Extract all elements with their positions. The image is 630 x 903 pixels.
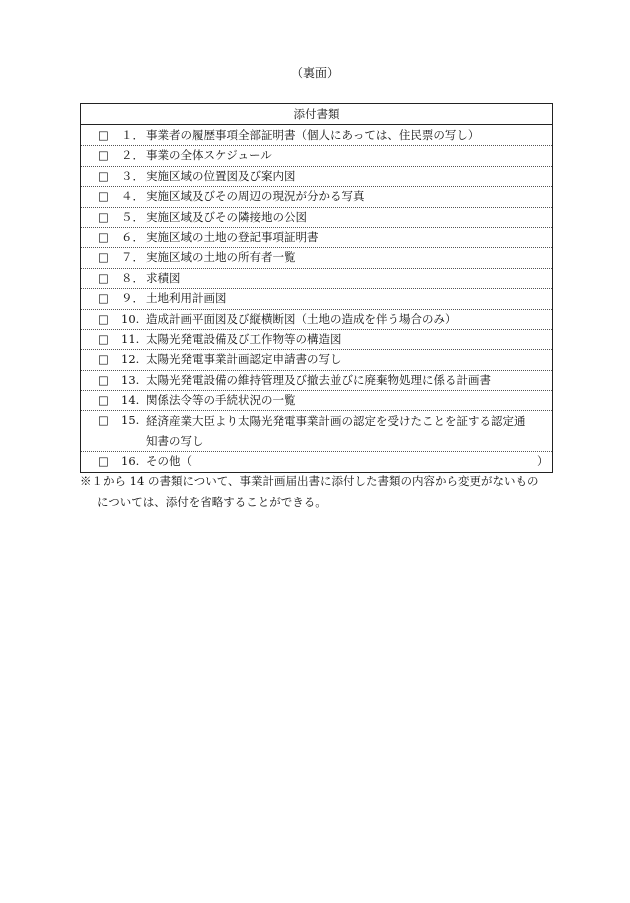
table-row xyxy=(81,186,552,206)
close-paren: ） xyxy=(537,454,549,469)
item-number: 10. xyxy=(121,311,140,326)
table-row xyxy=(81,207,552,227)
item-number: ６． xyxy=(121,229,144,244)
table-row xyxy=(81,370,552,390)
item-label: 造成計画平面図及び縦横断図（土地の造成を伴う場合のみ） xyxy=(146,311,457,326)
item-number: ２． xyxy=(121,148,144,163)
item-label: 太陽光発電設備の維持管理及び撤去並びに廃棄物処理に係る計画書 xyxy=(146,372,491,387)
item-number: 14. xyxy=(121,393,140,408)
checkbox[interactable]: □ xyxy=(98,372,109,387)
table-row xyxy=(81,268,552,288)
item-number: ９． xyxy=(121,291,144,306)
checkbox[interactable]: □ xyxy=(98,352,109,367)
table-row xyxy=(81,349,552,369)
checkbox[interactable]: □ xyxy=(98,168,109,183)
table-row xyxy=(81,227,552,247)
item-label xyxy=(146,411,526,451)
item-label: 実施区域の土地の所有者一覧 xyxy=(146,250,296,265)
checkbox[interactable]: □ xyxy=(98,454,109,469)
item-label: 求積図 xyxy=(146,270,181,285)
checkbox[interactable]: □ xyxy=(98,393,109,408)
item-label: 実施区域の土地の登記事項証明書 xyxy=(146,229,319,244)
table-row xyxy=(81,125,552,145)
table-row xyxy=(81,329,552,349)
checkbox[interactable]: □ xyxy=(98,311,109,326)
table-row xyxy=(81,451,552,471)
table-row xyxy=(81,410,552,451)
table-row xyxy=(81,166,552,186)
table-header: 添付書類 xyxy=(81,104,552,125)
item-label: 太陽光発電事業計画認定申請書の写し xyxy=(146,352,342,367)
item-label: 関係法令等の手続状況の一覧 xyxy=(146,393,296,408)
item-number: 16. xyxy=(121,454,140,469)
item-label: その他（ xyxy=(146,454,192,469)
footnote-line-2: については、添付を省略することができる。 xyxy=(97,495,327,509)
checkbox[interactable]: □ xyxy=(98,331,109,346)
item-number: ４． xyxy=(121,189,144,204)
item-label: 実施区域及びその周辺の現況が分かる写真 xyxy=(146,189,365,204)
item-label-line-2: 知書の写し xyxy=(146,434,204,449)
checkbox[interactable]: □ xyxy=(98,148,109,163)
checkbox[interactable]: □ xyxy=(98,128,109,142)
checkbox[interactable]: □ xyxy=(98,413,109,428)
item-number: 13. xyxy=(121,372,140,387)
item-number: 15. xyxy=(121,413,140,428)
item-number: ３． xyxy=(121,168,144,183)
item-number: ７． xyxy=(121,250,144,265)
page-title: （裏面） xyxy=(290,66,339,80)
checkbox[interactable]: □ xyxy=(98,270,109,285)
item-number: ８． xyxy=(121,270,144,285)
checkbox[interactable]: □ xyxy=(98,291,109,306)
table-row xyxy=(81,288,552,308)
checkbox[interactable]: □ xyxy=(98,229,109,244)
item-number: ５． xyxy=(121,209,144,224)
checkbox[interactable]: □ xyxy=(98,189,109,204)
item-label: 太陽光発電設備及び工作物等の構造図 xyxy=(146,331,342,346)
item-label: 実施区域の位置図及び案内図 xyxy=(146,168,296,183)
table-row xyxy=(81,247,552,267)
footnote xyxy=(80,471,550,513)
checkbox[interactable]: □ xyxy=(98,250,109,265)
checkbox[interactable]: □ xyxy=(98,209,109,224)
table-row xyxy=(81,309,552,329)
item-number: １． xyxy=(121,128,144,142)
item-number: 12. xyxy=(121,352,140,367)
item-label-line-1: 経済産業大臣より太陽光発電事業計画の認定を受けたことを証する認定通 xyxy=(146,414,526,429)
item-label: 土地利用計画図 xyxy=(146,291,227,306)
item-label: 事業者の履歴事項全部証明書（個人にあっては、住民票の写し） xyxy=(146,128,480,142)
table-row xyxy=(81,145,552,165)
footnote-line-1: ※１から 14 の書類について、事業計画届出書に添付した書類の内容から変更がないもの xyxy=(80,474,539,488)
item-label: 事業の全体スケジュール xyxy=(146,148,272,163)
item-number: 11. xyxy=(121,331,140,346)
attachment-table xyxy=(80,103,553,473)
table-row xyxy=(81,390,552,410)
item-label: 実施区域及びその隣接地の公図 xyxy=(146,209,307,224)
